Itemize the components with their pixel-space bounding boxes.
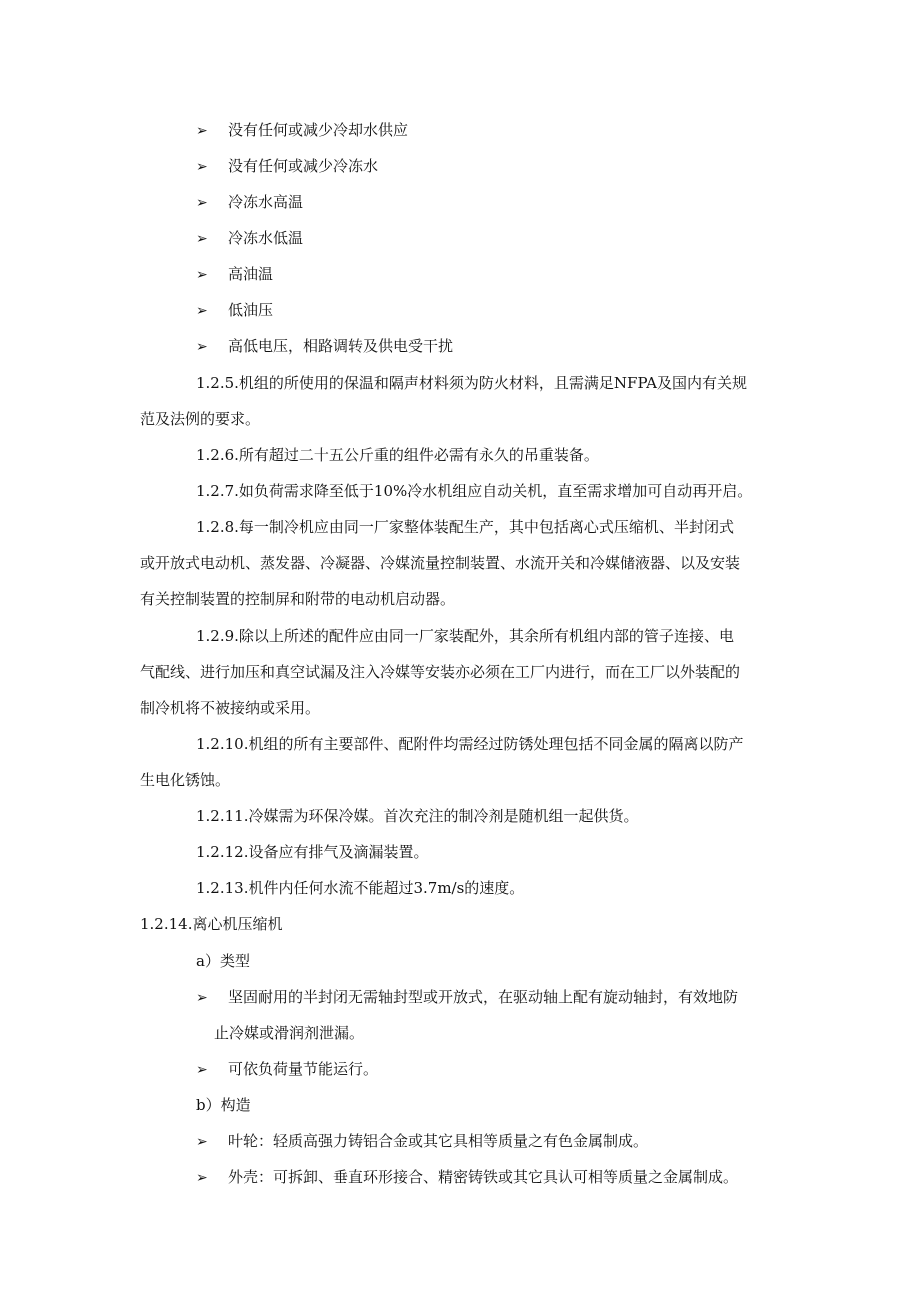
list-item (196, 300, 273, 320)
paragraph-1-2-9-line-1: 1.2.9.除以上所述的配件应由同一厂家装配外，其余所有机组内部的管子连接、电 (196, 627, 734, 645)
list-item-text: 冷冻水低温 (228, 229, 304, 247)
paragraph-1-2-12: 1.2.12.设备应有排气及滴漏装置。 (196, 843, 429, 861)
arrow-bullet-icon: ➢ (196, 231, 208, 247)
paragraph-1-2-5-line-2: 范及法例的要求。 (140, 410, 261, 428)
arrow-bullet-icon: ➢ (196, 1134, 208, 1150)
list-item (196, 120, 408, 140)
arrow-bullet-icon: ➢ (196, 159, 208, 175)
list-item (196, 264, 273, 284)
paragraph-1-2-10-line-1: 1.2.10.机组的所有主要部件、配附件均需经过防锈处理包括不同金属的隔离以防产 (196, 735, 744, 753)
paragraph-1-2-8-line-3: 有关控制装置的控制屏和附带的电动机启动器。 (140, 590, 456, 608)
section-heading-1-2-14: 1.2.14.离心机压缩机 (140, 915, 283, 933)
arrow-bullet-icon: ➢ (196, 123, 208, 139)
paragraph-1-2-8-line-1: 1.2.8.每一制冷机应由同一厂家整体装配生产，其中包括离心式压缩机、半封闭式 (196, 518, 734, 536)
list-item-text: 冷冻水高温 (228, 193, 304, 211)
list-item-text: 外壳：可拆卸、垂直环形接合、精密铸铁或其它具认可相等质量之金属制成。 (228, 1168, 739, 1186)
arrow-bullet-icon: ➢ (196, 990, 208, 1006)
list-item (196, 336, 453, 356)
arrow-bullet-icon: ➢ (196, 195, 208, 211)
paragraph-1-2-6: 1.2.6.所有超过二十五公斤重的组件必需有永久的吊重装备。 (196, 446, 599, 464)
list-item (196, 228, 303, 248)
subsection-a-label: a）类型 (196, 952, 250, 970)
list-item-text: 没有任何或减少冷冻水 (228, 157, 379, 175)
arrow-bullet-icon: ➢ (196, 339, 208, 355)
arrow-bullet-icon: ➢ (196, 267, 208, 283)
arrow-bullet-icon: ➢ (196, 1170, 208, 1186)
paragraph-1-2-8-line-2: 或开放式电动机、蒸发器、冷凝器、冷媒流量控制装置、水流开关和冷媒储液器、以及安装 (140, 554, 741, 572)
list-item (196, 1059, 378, 1079)
list-item-text: 叶轮：轻质高强力铸铝合金或其它具相等质量之有色金属制成。 (228, 1132, 649, 1150)
paragraph-1-2-9-line-3: 制冷机将不被接纳或采用。 (140, 699, 321, 717)
list-item-text: 高油温 (228, 265, 274, 283)
arrow-bullet-icon: ➢ (196, 303, 208, 319)
list-item (196, 987, 738, 1007)
list-item (196, 156, 378, 176)
list-item (196, 192, 303, 212)
paragraph-1-2-10-line-2: 生电化锈蚀。 (140, 771, 231, 789)
subsection-b-label: b）构造 (196, 1096, 251, 1114)
paragraph-1-2-11: 1.2.11.冷媒需为环保冷媒。首次充注的制冷剂是随机组一起供货。 (196, 807, 639, 825)
list-item-text: 低油压 (228, 301, 274, 319)
paragraph-1-2-5-line-1: 1.2.5.机组的所使用的保温和隔声材料须为防火材料，且需满足NFPA及国内有关规 (196, 374, 748, 392)
paragraph-1-2-9-line-2: 气配线、进行加压和真空试漏及注入冷媒等安装亦必须在工厂内进行，而在工厂以外装配的 (140, 663, 741, 681)
list-item-text: 没有任何或减少冷却水供应 (228, 121, 409, 139)
arrow-bullet-icon: ➢ (196, 1062, 208, 1078)
list-item-text: 高低电压，相路调转及供电受干扰 (228, 337, 454, 355)
list-item-text: 可依负荷量节能运行。 (228, 1060, 379, 1078)
list-item-text: 坚固耐用的半封闭无需轴封型或开放式，在驱动轴上配有旋动轴封，有效地防 (228, 988, 739, 1006)
paragraph-1-2-7: 1.2.7.如负荷需求降至低于10%冷水机组应自动关机，直至需求增加可自动再开启。 (196, 482, 753, 500)
list-item (196, 1167, 738, 1187)
list-item (196, 1131, 648, 1151)
list-item-continuation: 止冷媒或滑润剂泄漏。 (214, 1024, 365, 1042)
paragraph-1-2-13: 1.2.13.机件内任何水流不能超过3.7m/s的速度。 (196, 879, 525, 897)
